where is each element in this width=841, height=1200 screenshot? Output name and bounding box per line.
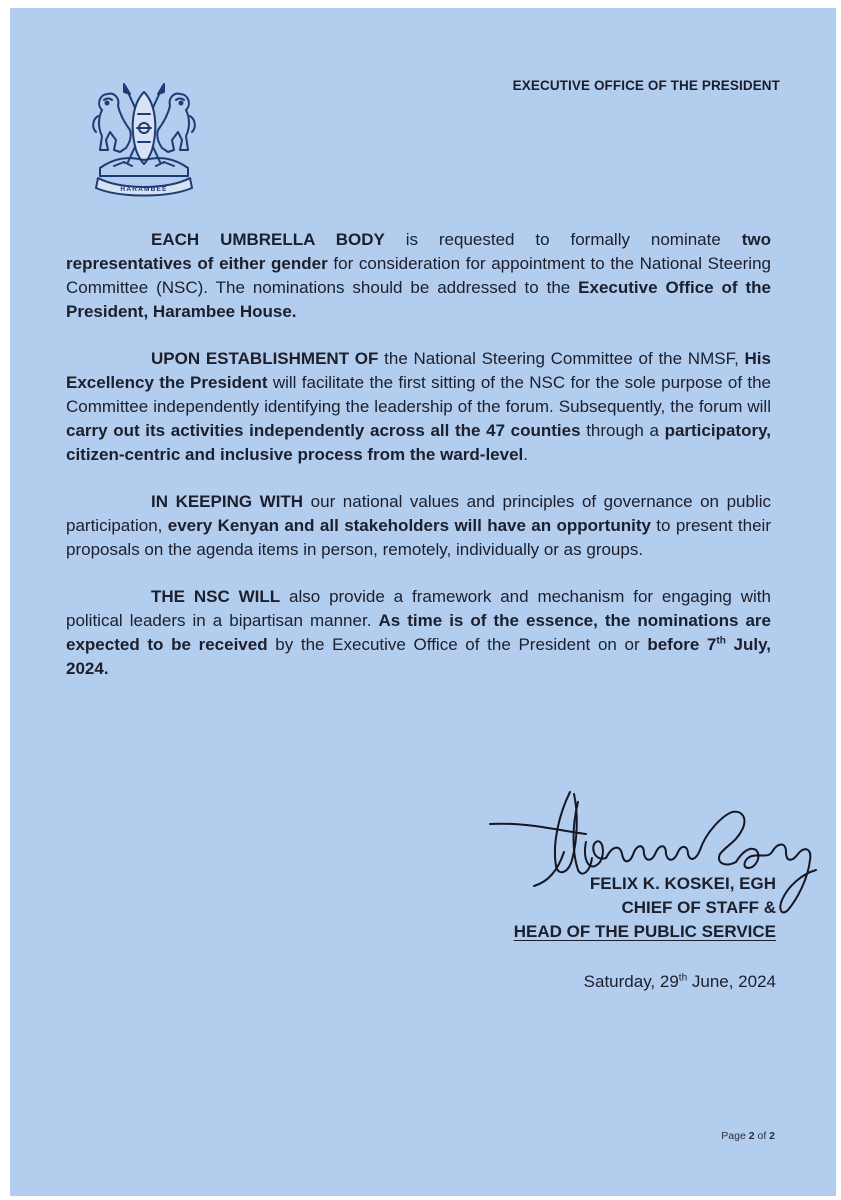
paragraph-participation: [66, 490, 771, 562]
text-run: .: [523, 445, 528, 464]
bold-phrase: participatory, citizen-centric and inclusive process from the ward-level: [66, 421, 771, 464]
signatory-name: FELIX K. KOSKEI, EGH: [589, 874, 776, 893]
text-run: through a: [580, 421, 665, 440]
bold-phrase: two representatives of either gender: [66, 230, 771, 273]
bold-phrase: carry out its activities independently across all the 47 counties: [66, 421, 581, 440]
emblem-motto: HARAMBEE: [120, 186, 168, 193]
date-text: June, 2024: [687, 972, 776, 991]
text-run: before 7: [647, 635, 717, 654]
page-current: 2: [748, 1130, 755, 1142]
text-run: by the Executive Office of the President on or: [267, 635, 648, 654]
signatory-block: [514, 872, 776, 944]
text-run: also provide a framework and mechanism for engaging with political leaders in a bipartisan manner.: [66, 587, 771, 630]
text-run: is requested to formally nominate: [384, 230, 742, 249]
lead-phrase: IN KEEPING WITH: [151, 492, 304, 511]
ordinal-suffix: th: [716, 635, 726, 647]
page-number: [721, 1130, 775, 1142]
text-run: to present their proposals on the agenda items in person, remotely, individually or as groups.: [66, 516, 771, 559]
paragraph-nomination: [66, 228, 771, 324]
office-heading: EXECUTIVE OFFICE OF THE PRESIDENT: [512, 78, 780, 93]
text-run: will facilitate the first sitting of the NSC for the sole purpose of the Committee independently identifying the leadership of the forum. Subsequently, the forum will: [66, 373, 771, 416]
page-of: of: [754, 1130, 770, 1142]
kenya-coat-of-arms-icon: [80, 70, 208, 200]
text-run: the National Steering Committee of the NMSF,: [378, 349, 745, 368]
page-label: Page: [721, 1130, 749, 1142]
paragraph-framework: [66, 585, 771, 681]
bold-phrase: every Kenyan and all stakeholders will have an opportunity: [167, 516, 651, 535]
text-run: for consideration for appointment to the National Steering Committee (NSC). The nominations should be addressed to the: [66, 254, 771, 297]
bold-phrase: As time is of the essence, the nominations are expected to be received: [66, 611, 771, 654]
lead-phrase: THE NSC WILL: [151, 587, 281, 606]
ordinal-suffix: th: [678, 972, 688, 984]
letter-body: [66, 228, 771, 704]
text-run: our national values and principles of governance on public participation,: [66, 492, 771, 535]
paragraph-establishment: [66, 347, 771, 467]
lead-phrase: EACH UMBRELLA BODY: [151, 230, 385, 249]
letter-date: [584, 972, 776, 992]
bold-phrase: His Excellency the President: [66, 349, 771, 392]
bold-phrase: Executive Office of the President, Harambee House.: [66, 278, 771, 321]
lead-phrase: UPON ESTABLISHMENT OF: [151, 349, 379, 368]
text-run: July, 2024.: [66, 635, 771, 678]
page-total: 2: [769, 1130, 775, 1142]
signatory-office: HEAD OF THE PUBLIC SERVICE: [513, 922, 776, 941]
signatory-title: CHIEF OF STAFF &: [621, 898, 776, 917]
date-text: Saturday, 29: [583, 972, 679, 991]
